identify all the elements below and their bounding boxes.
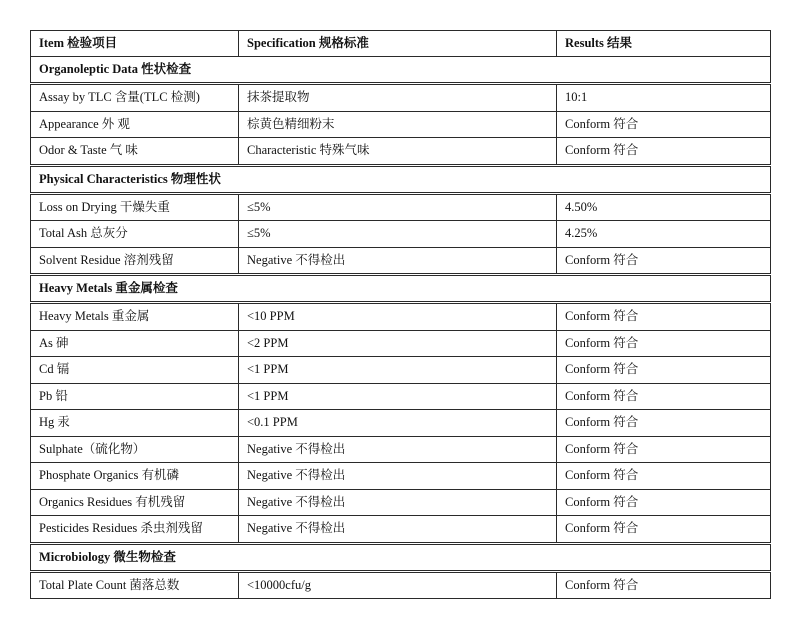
result-cell: Conform 符合 — [557, 330, 771, 357]
table-row — [31, 193, 771, 221]
result-cell: Conform 符合 — [557, 303, 771, 331]
result-cell: Conform 符合 — [557, 436, 771, 463]
table-row — [31, 111, 771, 138]
item-cell: Sulphate（硫化物） — [31, 436, 239, 463]
spec-cell: Negative 不得检出 — [239, 436, 557, 463]
table-row — [31, 571, 771, 599]
section-header-row — [31, 543, 771, 571]
result-cell: Conform 符合 — [557, 138, 771, 166]
table-row — [31, 436, 771, 463]
item-cell: Cd 镉 — [31, 357, 239, 384]
item-cell: Appearance 外 观 — [31, 111, 239, 138]
item-cell: Hg 汞 — [31, 410, 239, 437]
table-row — [31, 357, 771, 384]
item-cell: Heavy Metals 重金属 — [31, 303, 239, 331]
section-title: Heavy Metals 重金属检查 — [31, 275, 771, 303]
table-row — [31, 221, 771, 248]
section-title: Microbiology 微生物检查 — [31, 543, 771, 571]
table-row — [31, 463, 771, 490]
item-cell: Assay by TLC 含量(TLC 检测) — [31, 84, 239, 112]
spec-cell: <1 PPM — [239, 357, 557, 384]
table-row — [31, 84, 771, 112]
item-cell: Solvent Residue 溶剂残留 — [31, 247, 239, 275]
spec-cell: Negative 不得检出 — [239, 463, 557, 490]
table-row — [31, 410, 771, 437]
spec-cell: Characteristic 特殊气味 — [239, 138, 557, 166]
table-row — [31, 247, 771, 275]
spec-cell: <10 PPM — [239, 303, 557, 331]
result-cell: 4.50% — [557, 193, 771, 221]
spec-sheet — [30, 30, 770, 599]
item-cell: Loss on Drying 干燥失重 — [31, 193, 239, 221]
result-cell: Conform 符合 — [557, 357, 771, 384]
section-title: Physical Characteristics 物理性状 — [31, 165, 771, 193]
item-cell: Organics Residues 有机残留 — [31, 489, 239, 516]
result-cell: Conform 符合 — [557, 571, 771, 599]
table-row — [31, 516, 771, 544]
spec-cell: Negative 不得检出 — [239, 489, 557, 516]
result-cell: Conform 符合 — [557, 383, 771, 410]
section-title: Organoleptic Data 性状检查 — [31, 57, 771, 84]
item-cell: Total Plate Count 菌落总数 — [31, 571, 239, 599]
table-row — [31, 138, 771, 166]
item-cell: Total Ash 总灰分 — [31, 221, 239, 248]
spec-cell: 棕黄色精细粉末 — [239, 111, 557, 138]
result-cell: Conform 符合 — [557, 463, 771, 490]
result-cell: Conform 符合 — [557, 516, 771, 544]
table-row — [31, 303, 771, 331]
result-cell: Conform 符合 — [557, 247, 771, 275]
table-row — [31, 330, 771, 357]
result-cell: Conform 符合 — [557, 111, 771, 138]
table-row — [31, 489, 771, 516]
spec-cell: <0.1 PPM — [239, 410, 557, 437]
spec-cell: ≤5% — [239, 221, 557, 248]
section-header-row — [31, 275, 771, 303]
spec-cell: <1 PPM — [239, 383, 557, 410]
table-row — [31, 383, 771, 410]
spec-cell: ≤5% — [239, 193, 557, 221]
item-cell: Phosphate Organics 有机磷 — [31, 463, 239, 490]
item-cell: Odor & Taste 气 味 — [31, 138, 239, 166]
item-cell: Pesticides Residues 杀虫剂残留 — [31, 516, 239, 544]
section-header-row — [31, 165, 771, 193]
item-cell: As 砷 — [31, 330, 239, 357]
table-header-row — [31, 31, 771, 57]
result-cell: 10:1 — [557, 84, 771, 112]
header-results: Results 结果 — [557, 31, 771, 57]
result-cell: Conform 符合 — [557, 489, 771, 516]
header-specification: Specification 规格标准 — [239, 31, 557, 57]
spec-cell: <2 PPM — [239, 330, 557, 357]
header-item: Item 检验项目 — [31, 31, 239, 57]
spec-cell: Negative 不得检出 — [239, 516, 557, 544]
spec-cell: 抹茶提取物 — [239, 84, 557, 112]
item-cell: Pb 铅 — [31, 383, 239, 410]
result-cell: Conform 符合 — [557, 410, 771, 437]
spec-table — [30, 30, 771, 599]
section-header-row — [31, 57, 771, 84]
spec-cell: Negative 不得检出 — [239, 247, 557, 275]
result-cell: 4.25% — [557, 221, 771, 248]
spec-cell: <10000cfu/g — [239, 571, 557, 599]
